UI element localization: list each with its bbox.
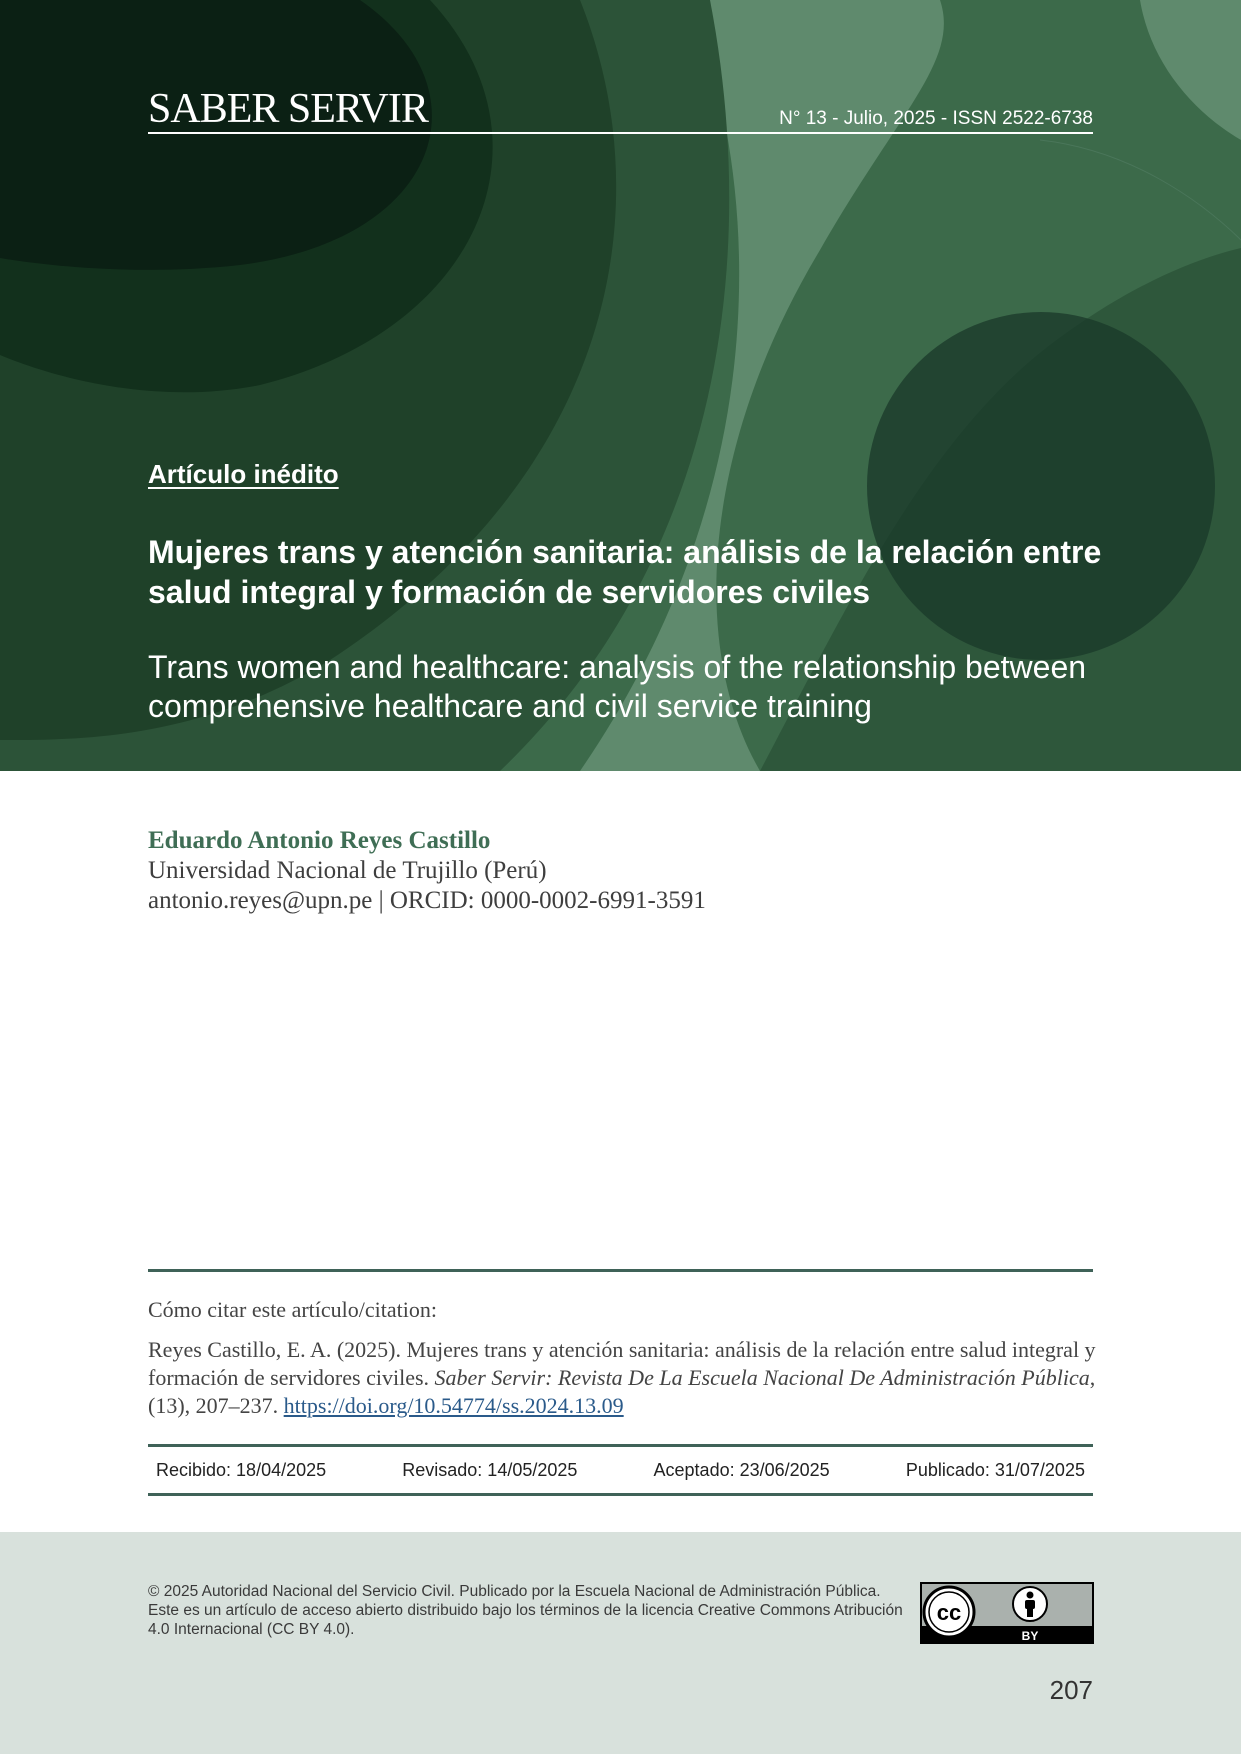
citation-label: Cómo citar este artículo/citation:	[148, 1297, 437, 1322]
footer	[0, 1532, 1241, 1754]
journal-name: SABER SERVIR	[148, 86, 428, 132]
cover-header	[0, 0, 1241, 771]
citation-text	[148, 1336, 1096, 1420]
date-revised: Revisado: 14/05/2025	[402, 1459, 578, 1480]
page-number: 207	[1049, 1675, 1093, 1705]
citation-text-start: Reyes Castillo, E. A. (2025). Mujeres trans y atención sanitaria: análisis de la relación entre salud integral y formación de servidores civiles.	[148, 1337, 1096, 1390]
citation-top-rule	[148, 1269, 1093, 1272]
date-published: Publicado: 31/07/2025	[905, 1459, 1085, 1480]
article-type-label: Artículo inédito	[148, 459, 339, 489]
author-contact: antonio.reyes@upn.pe | ORCID: 0000-0002-6991-3591	[148, 887, 706, 914]
license-text: © 2025 Autoridad Nacional del Servicio Civil. Publicado por la Escuela Nacional de Administración Pública. Este es un artículo de acceso abierto distribuido bajo los términos de la licencia Creative Commons Atribución 4.0 Internacional (CC BY 4.0).	[148, 1583, 903, 1638]
date-received: Recibido: 18/04/2025	[156, 1459, 327, 1480]
svg-text:cc: cc	[936, 1600, 962, 1625]
title-english: Trans women and healthcare: analysis of the relationship between comprehensive healthcare and civil service training	[148, 649, 1087, 724]
title-spanish: Mujeres trans y atención sanitaria: análisis de la relación entre salud integral y formación de servidores civiles	[148, 534, 1102, 610]
issue-info: N° 13 - Julio, 2025 - ISSN 2522-6738	[779, 108, 1093, 129]
author-affiliation: Universidad Nacional de Trujillo (Perú)	[148, 857, 547, 884]
dates-row	[148, 1444, 1093, 1496]
cc-badge-label: BY	[1021, 1629, 1039, 1643]
author-block	[148, 826, 706, 916]
cc-by-badge[interactable]	[920, 1582, 1094, 1649]
doi-link[interactable]: https://doi.org/10.54774/ss.2024.13.09	[283, 1393, 624, 1418]
author-name: Eduardo Antonio Reyes Castillo	[148, 827, 491, 854]
date-accepted: Aceptado: 23/06/2025	[653, 1459, 830, 1480]
masthead	[148, 80, 1093, 134]
citation-text-end: , (13), 207–237.	[148, 1365, 1096, 1418]
citation-journal: Saber Servir: Revista De La Escuela Nacional De Administración Pública	[434, 1365, 1090, 1390]
